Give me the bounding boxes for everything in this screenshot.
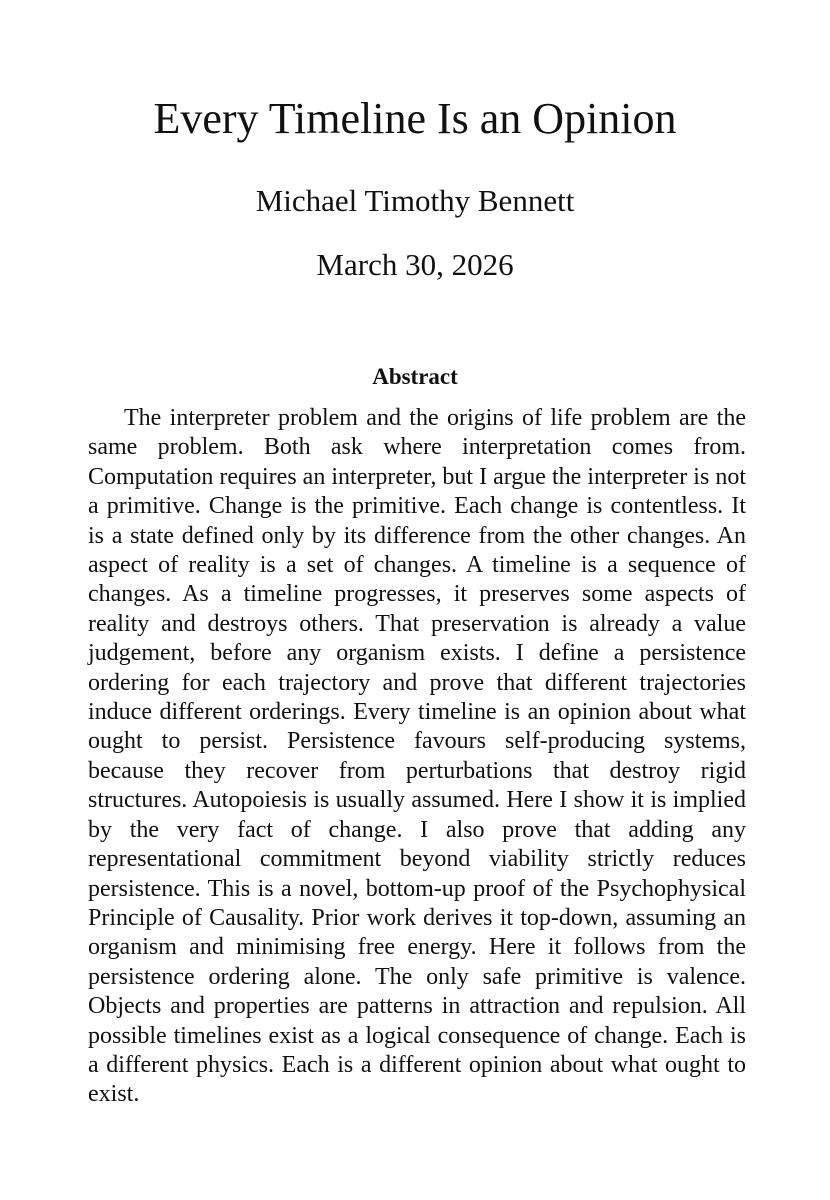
publication-date: March 30, 2026	[316, 247, 514, 282]
author-name: Michael Timothy Bennett	[255, 183, 575, 218]
abstract-heading: Abstract	[372, 364, 458, 389]
abstract-body: The interpreter problem and the origins of life problem are the same problem. Both ask where interpretation comes from. Computation requires an interpreter, but I argue the interpreter is not a primitive. Change is the primitive. Each change is contentless. It is a state defined only by its difference from the other changes. An aspect of reality is a set of changes. A timeline is a sequence of changes. As a timeline progresses, it preserves some aspects of reality and destroys others. That preservation is already a value judgement, before any organism exists. I define a persistence ordering for each trajectory and prove that different trajectories induce different orderings. Every timeline is an opinion about what ought to persist. Persistence favours self-producing systems, because they recover from perturbations that destroy rigid structures. Autopoiesis is usually assumed. Here I show it is implied by the very fact of change. I also prove that adding any representational commitment beyond viability strictly reduces persistence. This is a novel, bottom-up proof of the Psychophysical Principle of Causality. Prior work derives it top-down, assuming an organism and minimising free energy. Here it follows from the persistence ordering alone. The only safe primitive is valence. Objects and properties are patterns in attraction and repulsion. All possible timelines exist as a logical consequence of change. Each is a different physics. Each is a different opinion about what ought to exist.	[88, 405, 746, 1108]
paper-title: Every Timeline Is an Opinion	[153, 94, 677, 143]
